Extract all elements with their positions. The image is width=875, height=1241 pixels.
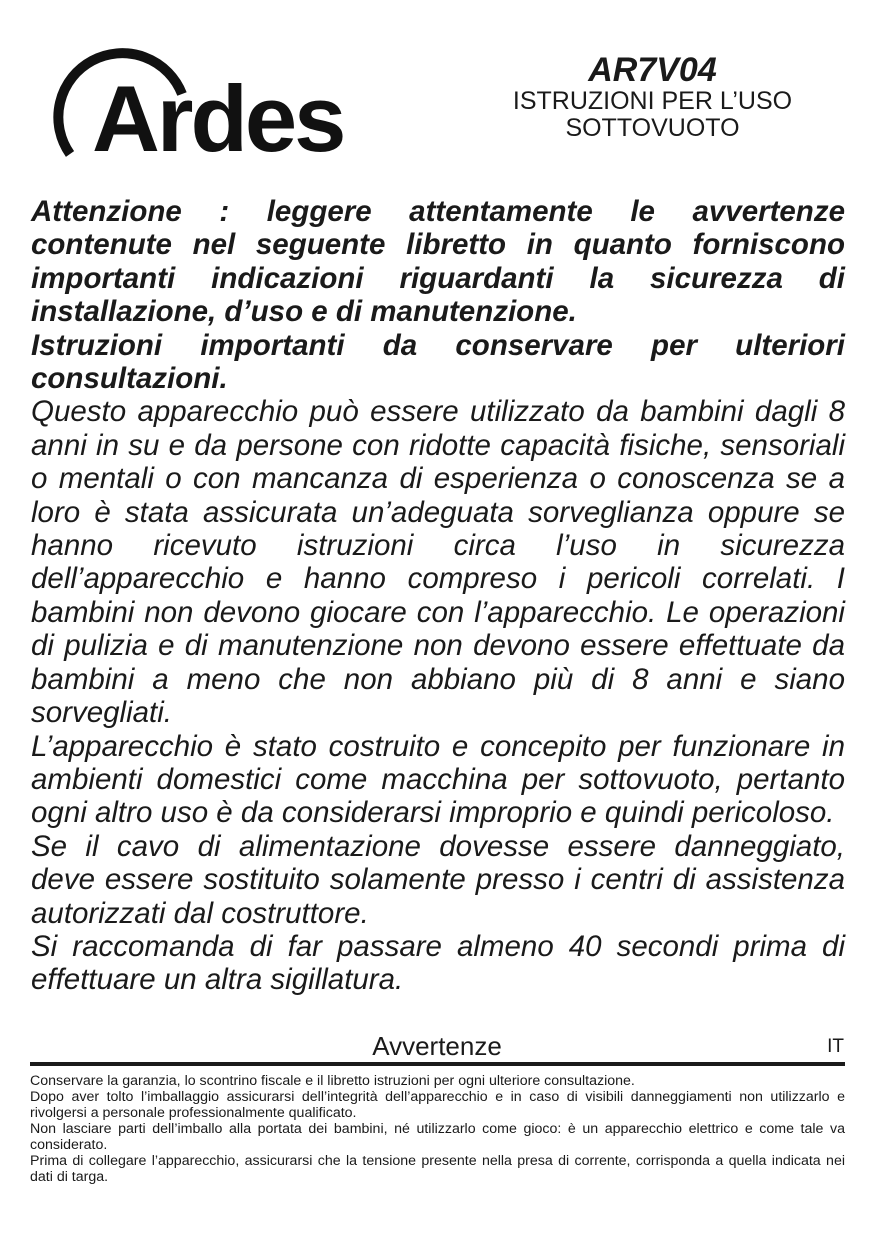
main-instructions — [31, 195, 845, 997]
ardes-logo — [34, 36, 379, 171]
warning-item: Non lasciare parti dell’imballo alla portata dei bambini, né utilizzarlo come gioco: è un apparecchio elettrico e come tale va considerato. — [30, 1121, 845, 1153]
model-number: AR7V04 — [588, 51, 717, 89]
logo-text: Ardes — [92, 66, 344, 171]
intended-use-paragraph: L’apparecchio è stato costruito e concepito per funzionare in ambienti domestici come macchina per sottovuoto, pertanto ogni altro uso è da considerarsi improprio e quindi pericoloso. — [31, 729, 845, 830]
language-code: IT — [827, 1036, 844, 1057]
subtitle-line-1: ISTRUZIONI PER L’USO — [512, 87, 793, 115]
warning-item: Conservare la garanzia, lo scontrino fiscale e il libretto istruzioni per ogni ulteriore consultazione. — [30, 1073, 635, 1089]
warnings-list — [30, 1073, 845, 1185]
power-cord-paragraph: Se il cavo di alimentazione dovesse essere danneggiato, deve essere sostituito solamente presso i centri di assistenza autorizzati dal costruttore. — [31, 829, 845, 930]
document-header — [470, 52, 835, 142]
sealing-interval-paragraph: Si raccomanda di far passare almeno 40 secondi prima di effettuare un altra sigillatura. — [31, 929, 845, 997]
subtitle-line-2: SOTTOVUOTO — [565, 114, 740, 142]
keep-instructions-paragraph: Istruzioni importanti da conservare per ulteriori consultazioni. — [31, 328, 845, 396]
warning-item: Prima di collegare l’apparecchio, assicurarsi che la tensione presente nella presa di corrente, corrisponda a quella indicata nei dati di targa. — [30, 1153, 845, 1185]
children-usage-paragraph: Questo apparecchio può essere utilizzato da bambini dagli 8 anni in su e da persone con ridotte capacità fisiche, sensoriali o mentali o con mancanza di esperienza o conoscenza se a loro è stata assicurata un’adeguata sorveglianza oppure se hanno ricevuto istruzioni circa l’uso in sicurezza dell’apparecchio e hanno compreso i pericoli correlati. I bambini non devono giocare con l’apparecchio. Le operazioni di pulizia e di manutenzione non devono essere effettuate da bambini a meno che non abbiano più di 8 anni e siano sorvegliati. — [31, 395, 845, 730]
attention-paragraph: Attenzione : leggere attentamente le avvertenze contenute nel seguente libretto in quanto forniscono importanti indicazioni riguardanti la sicurezza di installazione, d’uso e di manutenzione. — [31, 195, 845, 329]
warning-item: Dopo aver tolto l’imballaggio assicurarsi dell’integrità dell’apparecchio e in caso di visibili danneggiamenti non utilizzarlo e rivolgersi a personale professionalmente qualificato. — [30, 1089, 845, 1121]
section-divider — [30, 1062, 845, 1066]
section-title: Avvertenze — [372, 1031, 502, 1061]
